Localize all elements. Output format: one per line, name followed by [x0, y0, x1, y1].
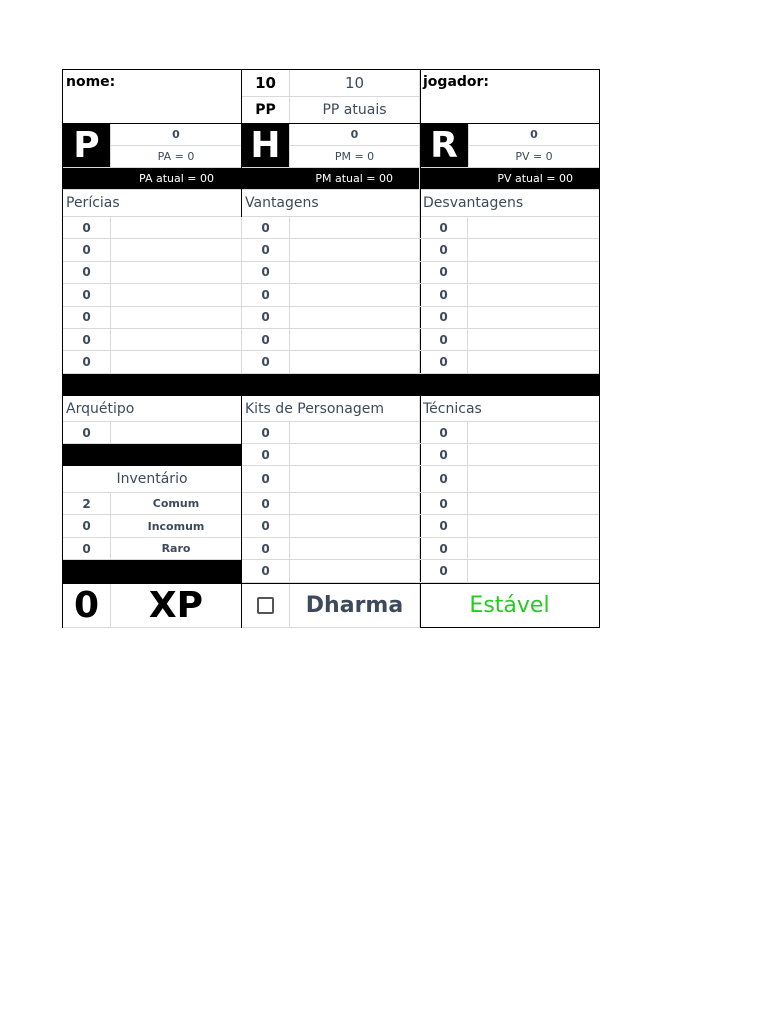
arquetipo-name[interactable] — [111, 422, 242, 444]
status-label: Estável — [469, 593, 550, 618]
desvantagens-row-value[interactable]: 0 — [420, 307, 468, 329]
pericias-row-value[interactable]: 0 — [63, 329, 111, 351]
pp-label: PP — [242, 97, 290, 124]
tecnicas-row-name[interactable] — [468, 422, 599, 444]
pericias-row-value[interactable]: 0 — [63, 351, 111, 373]
vantagens-row-value[interactable]: 0 — [242, 307, 290, 329]
inventario-label-raro: Raro — [111, 538, 242, 560]
desvantagens-row-name[interactable] — [468, 239, 599, 261]
desvantagens-row-name[interactable] — [468, 351, 599, 373]
name-field[interactable] — [63, 70, 242, 124]
tecnicas-row-value[interactable]: 0 — [420, 560, 468, 583]
kits-row-name[interactable] — [290, 493, 420, 515]
kits-row-value[interactable]: 0 — [242, 515, 290, 538]
kits-row-value[interactable]: 0 — [242, 422, 290, 444]
inventario-title: Inventário — [63, 466, 242, 493]
vantagens-row-name[interactable] — [290, 284, 420, 306]
arquetipo-separator — [63, 444, 242, 466]
pericias-row-name[interactable] — [111, 239, 242, 261]
attribute-h-current: PM atual = 00 — [242, 168, 420, 190]
vantagens-row-name[interactable] — [290, 329, 420, 351]
desvantagens-row-value[interactable]: 0 — [420, 329, 468, 351]
tecnicas-row-name[interactable] — [468, 466, 599, 493]
attribute-p-letter: P — [63, 124, 111, 168]
character-sheet — [62, 69, 600, 628]
pericias-row-value[interactable]: 0 — [63, 217, 111, 239]
desvantagens-row-value[interactable]: 0 — [420, 351, 468, 373]
checkbox-icon[interactable] — [257, 597, 274, 614]
attribute-r-value[interactable]: 0 — [469, 124, 599, 146]
dharma-checkbox[interactable] — [242, 583, 290, 628]
xp-label: XP — [111, 583, 242, 628]
kits-row-value[interactable]: 0 — [242, 466, 290, 493]
name-label: nome: — [66, 74, 116, 90]
attribute-h-value[interactable]: 0 — [290, 124, 420, 146]
pericias-title: Perícias — [63, 190, 242, 217]
desvantagens-row-value[interactable]: 0 — [420, 284, 468, 306]
desvantagens-row-value[interactable]: 0 — [420, 217, 468, 239]
inventario-separator — [63, 560, 242, 583]
pericias-row-name[interactable] — [111, 307, 242, 329]
desvantagens-row-name[interactable] — [468, 307, 599, 329]
attribute-r-current: PV atual = 00 — [420, 168, 599, 190]
kits-row-value[interactable]: 0 — [242, 493, 290, 515]
kits-row-name[interactable] — [290, 515, 420, 538]
tecnicas-row-value[interactable]: 0 — [420, 493, 468, 515]
vantagens-row-value[interactable]: 0 — [242, 284, 290, 306]
vantagens-row-value[interactable]: 0 — [242, 351, 290, 373]
inventario-label-incomum: Incomum — [111, 515, 242, 538]
kits-row-name[interactable] — [290, 466, 420, 493]
tecnicas-title: Técnicas — [420, 396, 599, 422]
tecnicas-row-name[interactable] — [468, 560, 599, 583]
attribute-p-formula: PA = 0 — [111, 146, 242, 168]
vantagens-row-name[interactable] — [290, 351, 420, 373]
xp-value[interactable]: 0 — [63, 583, 111, 628]
attribute-h-letter: H — [242, 124, 290, 168]
kits-row-name[interactable] — [290, 538, 420, 560]
attribute-p-current: PA atual = 00 — [63, 168, 242, 190]
attribute-r-formula: PV = 0 — [469, 146, 599, 168]
desvantagens-row-name[interactable] — [468, 284, 599, 306]
vantagens-row-value[interactable]: 0 — [242, 239, 290, 261]
tecnicas-row-value[interactable]: 0 — [420, 466, 468, 493]
attribute-p-value[interactable]: 0 — [111, 124, 242, 146]
inventario-label-comum: Comum — [111, 493, 242, 515]
desvantagens-row-name[interactable] — [468, 329, 599, 351]
pericias-row-value[interactable]: 0 — [63, 239, 111, 261]
pericias-row-name[interactable] — [111, 329, 242, 351]
desvantagens-row-name[interactable] — [468, 262, 599, 284]
tecnicas-row-name[interactable] — [468, 515, 599, 538]
inventario-qty-comum[interactable]: 2 — [63, 493, 111, 515]
tecnicas-row-value[interactable]: 0 — [420, 422, 468, 444]
kits-title: Kits de Personagem — [242, 396, 420, 422]
kits-row-name[interactable] — [290, 422, 420, 444]
tecnicas-row-name[interactable] — [468, 444, 599, 466]
vantagens-row-value[interactable]: 0 — [242, 262, 290, 284]
arquetipo-value[interactable]: 0 — [63, 422, 111, 444]
kits-row-value[interactable]: 0 — [242, 560, 290, 583]
inventario-qty-incomum[interactable]: 0 — [63, 515, 111, 538]
kits-row-value[interactable]: 0 — [242, 444, 290, 466]
pericias-row-name[interactable] — [111, 284, 242, 306]
tecnicas-row-name[interactable] — [468, 493, 599, 515]
vantagens-row-name[interactable] — [290, 217, 420, 239]
tecnicas-row-value[interactable]: 0 — [420, 538, 468, 560]
arquetipo-title: Arquétipo — [63, 396, 242, 422]
section-separator — [63, 374, 599, 396]
vantagens-row-name[interactable] — [290, 239, 420, 261]
pericias-row-name[interactable] — [111, 351, 242, 373]
dharma-label: Dharma — [290, 583, 420, 628]
pericias-row-value[interactable]: 0 — [63, 262, 111, 284]
pericias-row-name[interactable] — [111, 262, 242, 284]
inventario-qty-raro[interactable]: 0 — [63, 538, 111, 560]
vantagens-row-name[interactable] — [290, 262, 420, 284]
pp-value[interactable]: 10 — [242, 70, 290, 97]
pericias-row-value[interactable]: 0 — [63, 284, 111, 306]
kits-row-name[interactable] — [290, 560, 420, 583]
pericias-row-name[interactable] — [111, 217, 242, 239]
vantagens-row-value[interactable]: 0 — [242, 217, 290, 239]
desvantagens-title: Desvantagens — [420, 190, 599, 217]
pericias-row-value[interactable]: 0 — [63, 307, 111, 329]
attribute-h-formula: PM = 0 — [290, 146, 420, 168]
attribute-r-letter: R — [420, 124, 469, 168]
vantagens-row-name[interactable] — [290, 307, 420, 329]
desvantagens-row-value[interactable]: 0 — [420, 239, 468, 261]
tecnicas-row-value[interactable]: 0 — [420, 515, 468, 538]
kits-row-value[interactable]: 0 — [242, 538, 290, 560]
desvantagens-row-name[interactable] — [468, 217, 599, 239]
pp-current-value[interactable]: 10 — [290, 70, 420, 97]
pp-current-label: PP atuais — [290, 97, 420, 124]
player-field[interactable] — [420, 70, 599, 124]
vantagens-row-value[interactable]: 0 — [242, 329, 290, 351]
desvantagens-row-value[interactable]: 0 — [420, 262, 468, 284]
vantagens-title: Vantagens — [242, 190, 420, 217]
tecnicas-row-value[interactable]: 0 — [420, 444, 468, 466]
kits-row-name[interactable] — [290, 444, 420, 466]
tecnicas-row-name[interactable] — [468, 538, 599, 560]
player-label: jogador: — [423, 74, 490, 90]
